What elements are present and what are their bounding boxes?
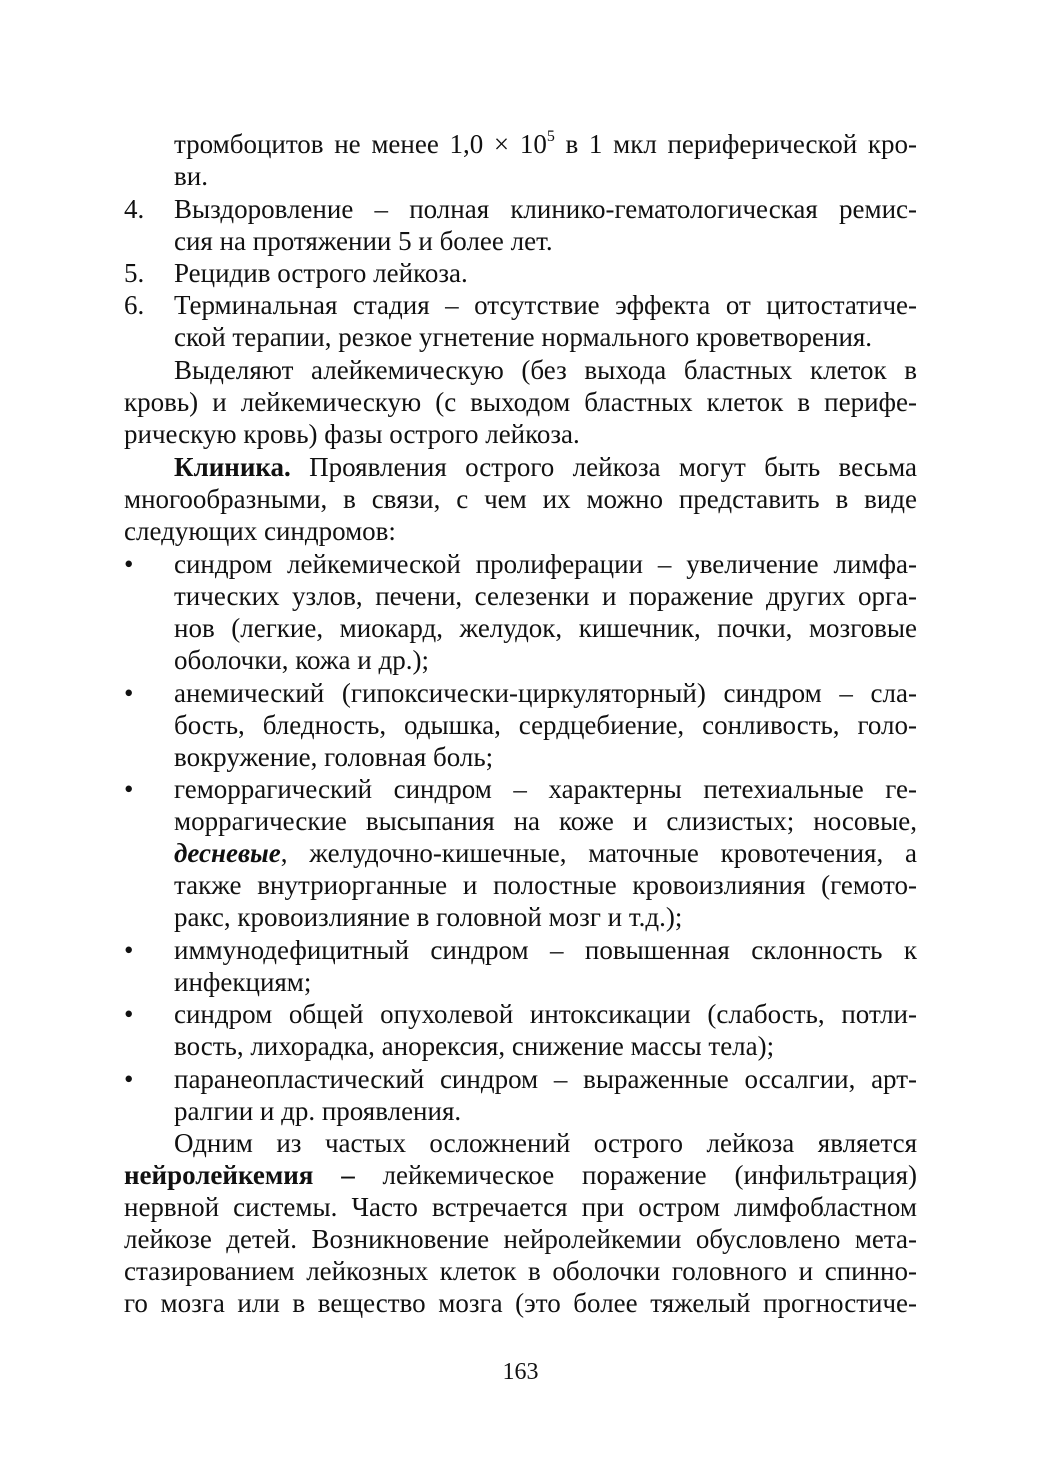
text-line: инфекциям; (174, 967, 312, 997)
text-line: Терминальная стадия – отсутствие эффекта от цитостатиче- (174, 290, 917, 320)
text-line (174, 128, 917, 160)
text-line: нов (легкие, миокард, желудок, кишечник, почки, мозговые (174, 613, 917, 643)
text-line: вокружение, головная боль; (174, 742, 494, 772)
text-line: рическую кровь) фазы острого лейкоза. (124, 419, 580, 449)
text-line: сия на протяжении 5 и более лет. (174, 226, 553, 256)
bullet-mark: • (124, 999, 134, 1029)
section-heading: Клиника. (174, 452, 291, 482)
text-line: ви. (174, 161, 208, 191)
text-line: следующих синдромов: (124, 516, 396, 546)
list-number: 5. (124, 258, 145, 288)
bullet-mark: • (124, 935, 134, 965)
text-line: синдром общей опухолевой интоксикации (слабость, потли- (174, 999, 917, 1029)
text-line: Выздоровление – полная клинико-гематологическая ремис- (174, 194, 917, 224)
list-number: 4. (124, 194, 145, 224)
text-span: в 1 мкл периферической кро- (554, 129, 917, 159)
text-span: тромбоцитов не менее 1,0 × 10 (174, 129, 547, 159)
text-line: стазированием лейкозных клеток в оболочки головного и спинно- (124, 1256, 917, 1286)
text-line (174, 837, 917, 869)
text-line: ралгии и др. проявления. (174, 1096, 462, 1126)
emphasis-text: десневые (174, 838, 281, 868)
text-line: также внутриорганные и полостные кровоизлияния (гемото- (174, 870, 917, 900)
key-term: нейролейкемия – (124, 1160, 355, 1190)
text-line: тических узлов, печени, селезенки и поражение других орга- (174, 581, 917, 611)
text-line: вость, лихорадка, анорексия, снижение массы тела); (174, 1031, 775, 1061)
text-line: синдром лейкемической пролиферации – увеличение лимфа- (174, 549, 917, 579)
bullet-mark: • (124, 678, 134, 708)
bullet-mark: • (124, 549, 134, 579)
bullet-mark: • (124, 1064, 134, 1094)
paragraph-first-line: Выделяют алейкемическую (без выхода бластных клеток в (174, 355, 917, 385)
text-line: ской терапии, резкое угнетение нормального кроветворения. (174, 322, 873, 352)
text-span: лейкемическое поражение (инфильтрация) (354, 1160, 918, 1190)
text-line: Рецидив острого лейкоза. (174, 258, 468, 288)
page-number: 163 (502, 1359, 539, 1385)
text-line: моррагические высыпания на коже и слизистых; носовые, (174, 806, 917, 836)
text-span: , желудочно-кишечные, маточные кровотечения, а (280, 838, 917, 868)
text-line (124, 1159, 917, 1191)
text-line: анемический (гипоксически-циркуляторный) синдром – сла- (174, 678, 917, 708)
text-line: кровь) и лейкемическую (с выходом бластных клеток в перифе- (124, 387, 917, 417)
text-line: геморрагический синдром – характерны петехиальные ге- (174, 774, 917, 804)
text-line: нервной системы. Часто встречается при остром лимфобластном (124, 1192, 917, 1222)
text-span: Проявления острого лейкоза могут быть весьма (290, 452, 917, 482)
text-line: паранеопластический синдром – выраженные оссалгии, арт- (174, 1064, 917, 1094)
text-line: лейкозе детей. Возникновение нейролейкемии обусловлено мета- (124, 1224, 917, 1254)
bullet-mark: • (124, 774, 134, 804)
text-line: го мозга или в вещество мозга (это более тяжелый прогностиче- (124, 1288, 917, 1318)
text-line: иммунодефицитный синдром – повышенная склонность к (174, 935, 917, 965)
text-line: оболочки, кожа и др.); (174, 645, 429, 675)
text-line: ракс, кровоизлияние в головной мозг и т.д.); (174, 902, 683, 932)
superscript: 5 (546, 128, 555, 145)
list-number: 6. (124, 290, 145, 320)
paragraph-first-line (174, 451, 917, 483)
paragraph-first-line: Одним из частых осложнений острого лейкоза является (174, 1128, 917, 1158)
text-line: многообразными, в связи, с чем их можно представить в виде (124, 484, 917, 514)
text-line: бость, бледность, одышка, сердцебиение, сонливость, голо- (174, 710, 917, 740)
